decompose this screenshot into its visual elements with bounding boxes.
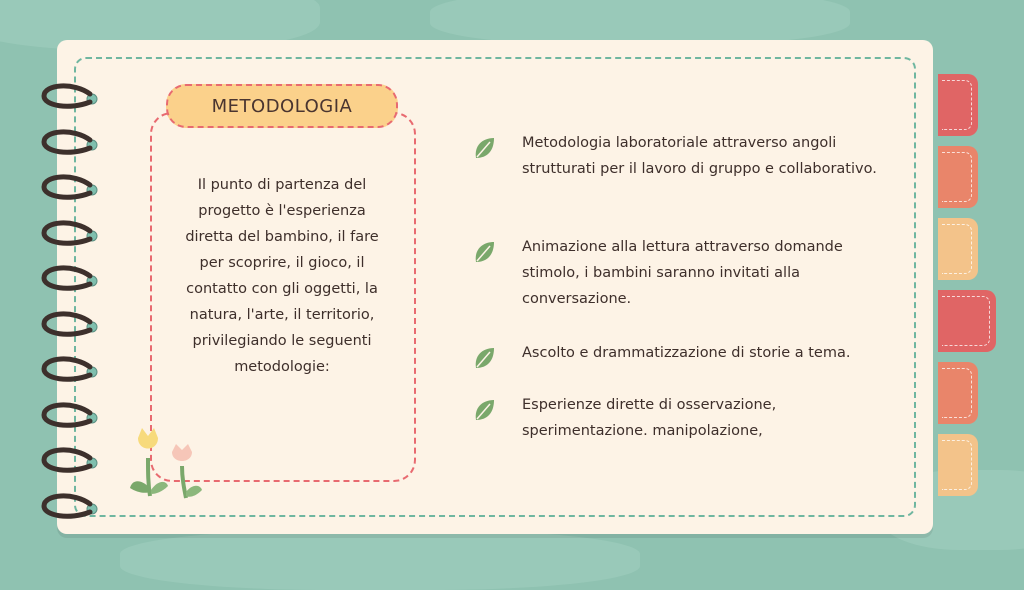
leaf-icon [470,238,498,266]
list-item-text: Metodologia laboratoriale attraverso angoli strutturati per il lavoro di gruppo e collaborativo. [522,135,877,177]
spiral-ring-icon [40,490,100,528]
list-item [470,130,882,182]
background-blot [430,0,850,45]
list-item [470,234,882,312]
list-item-text: Animazione alla lettura attraverso domande stimolo, i bambini saranno invitati alla conversazione. [522,239,843,307]
spiral-ring-icon [40,444,100,482]
spiral-ring-icon [40,308,100,346]
spiral-ring-icon [40,126,100,164]
spiral-ring-icon [40,353,100,391]
section-tab[interactable] [938,74,978,136]
intro-text: Il punto di partenza del progetto è l'esperienza diretta del bambino, il fare per scoprire, il gioco, il contatto con gli oggetti, la natura, l'arte, il territorio, privilegiando le seguenti metodologie: [185,177,379,375]
list-item [470,392,822,444]
section-tab[interactable] [938,434,978,496]
leaf-icon [470,396,498,424]
background-blot [120,530,640,590]
tulip-flowers-icon [126,418,206,502]
section-tab[interactable] [938,146,978,208]
section-tab-active[interactable] [938,290,996,352]
spiral-ring-icon [40,80,100,118]
spiral-ring-icon [40,262,100,300]
list-item-text: Esperienze dirette di osservazione, sperimentazione. manipolazione, [522,397,777,439]
section-tab[interactable] [938,218,978,280]
leaf-icon [470,344,498,372]
list-item [470,340,902,372]
list-item-text: Ascolto e drammatizzazione di storie a tema. [522,345,851,361]
section-tab[interactable] [938,362,978,424]
leaf-icon [470,134,498,162]
page-title: METODOLOGIA [166,84,398,128]
spiral-ring-icon [40,171,100,209]
spiral-ring-icon [40,217,100,255]
spiral-ring-icon [40,399,100,437]
